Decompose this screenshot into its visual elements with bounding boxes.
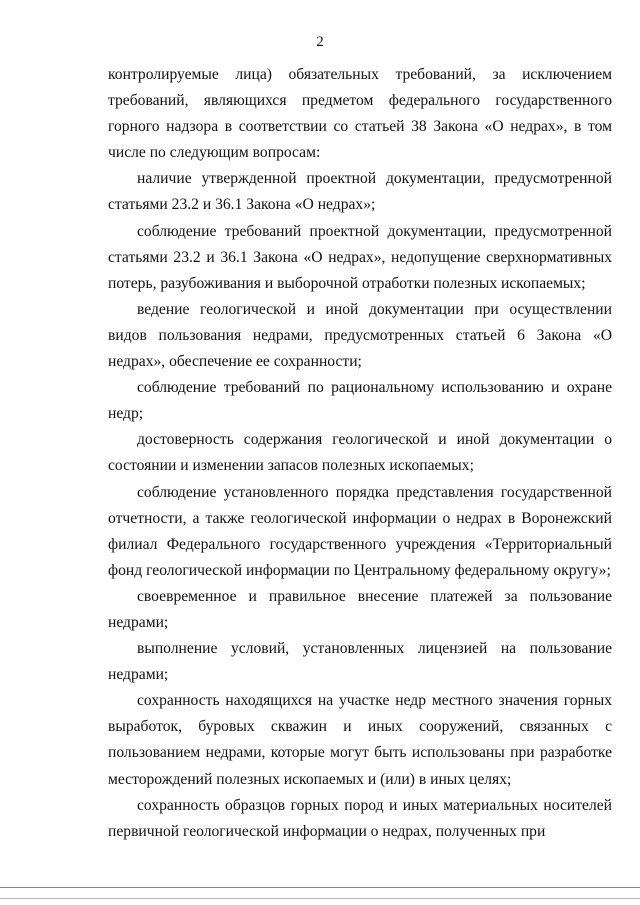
paragraph-item-continued: сохранность образцов горных пород и иных материальных носителей первичной геологической информации о недрах, полученных при (108, 796, 612, 840)
page-number: 2 (316, 34, 324, 50)
paragraph-item: наличие утвержденной проектной документации, предусмотренной статьями 23.2 и 36.1 Закона «О недрах»; (108, 170, 612, 214)
paragraph-item: выполнение условий, установленных лицензией на пользование недрами; (108, 640, 612, 684)
paragraph-item: соблюдение требований по рациональному использованию и охране недр; (108, 379, 612, 423)
paragraph-item: соблюдение установленного порядка представления государственной отчетности, а также геологической информации о недрах в Воронежский филиал Федерального государственного учреждения «Территориальный фонд геологической информации по Центральному федеральному округу»; (108, 483, 612, 579)
bottom-edge-line-secondary (0, 898, 640, 899)
document-body (108, 62, 612, 845)
paragraph-item: достоверность содержания геологической и иной документации о состоянии и изменении запасов полезных ископаемых; (108, 431, 612, 475)
bottom-edge-line (0, 887, 640, 888)
paragraph-item: соблюдение требований проектной документации, предусмотренной статьями 23.2 и 36.1 Закона «О недрах», недопущение сверхнормативных потерь, разубоживания и выборочной отработки полезных ископаемых; (108, 222, 612, 292)
paragraph-item: ведение геологической и иной документации при осуществлении видов пользования недрами, предусмотренных статьей 6 Закона «О недрах», обеспечение ее сохранности; (108, 300, 612, 371)
paragraph-intro: контролируемые лица) обязательных требований, за исключением требований, являющихся предметом федерального государственного горного надзора в соответствии со статьей 38 Закона «О недрах», в том числе по следующим вопросам: (108, 66, 612, 162)
paragraph-item: сохранность находящихся на участке недр местного значения горных выработок, буровых скважин и иных сооружений, связанных с пользованием недрами, которые могут быть использованы при разработке месторождений полезных ископаемых и (или) в иных целях; (108, 692, 612, 788)
paragraph-item: своевременное и правильное внесение платежей за пользование недрами; (108, 587, 612, 631)
